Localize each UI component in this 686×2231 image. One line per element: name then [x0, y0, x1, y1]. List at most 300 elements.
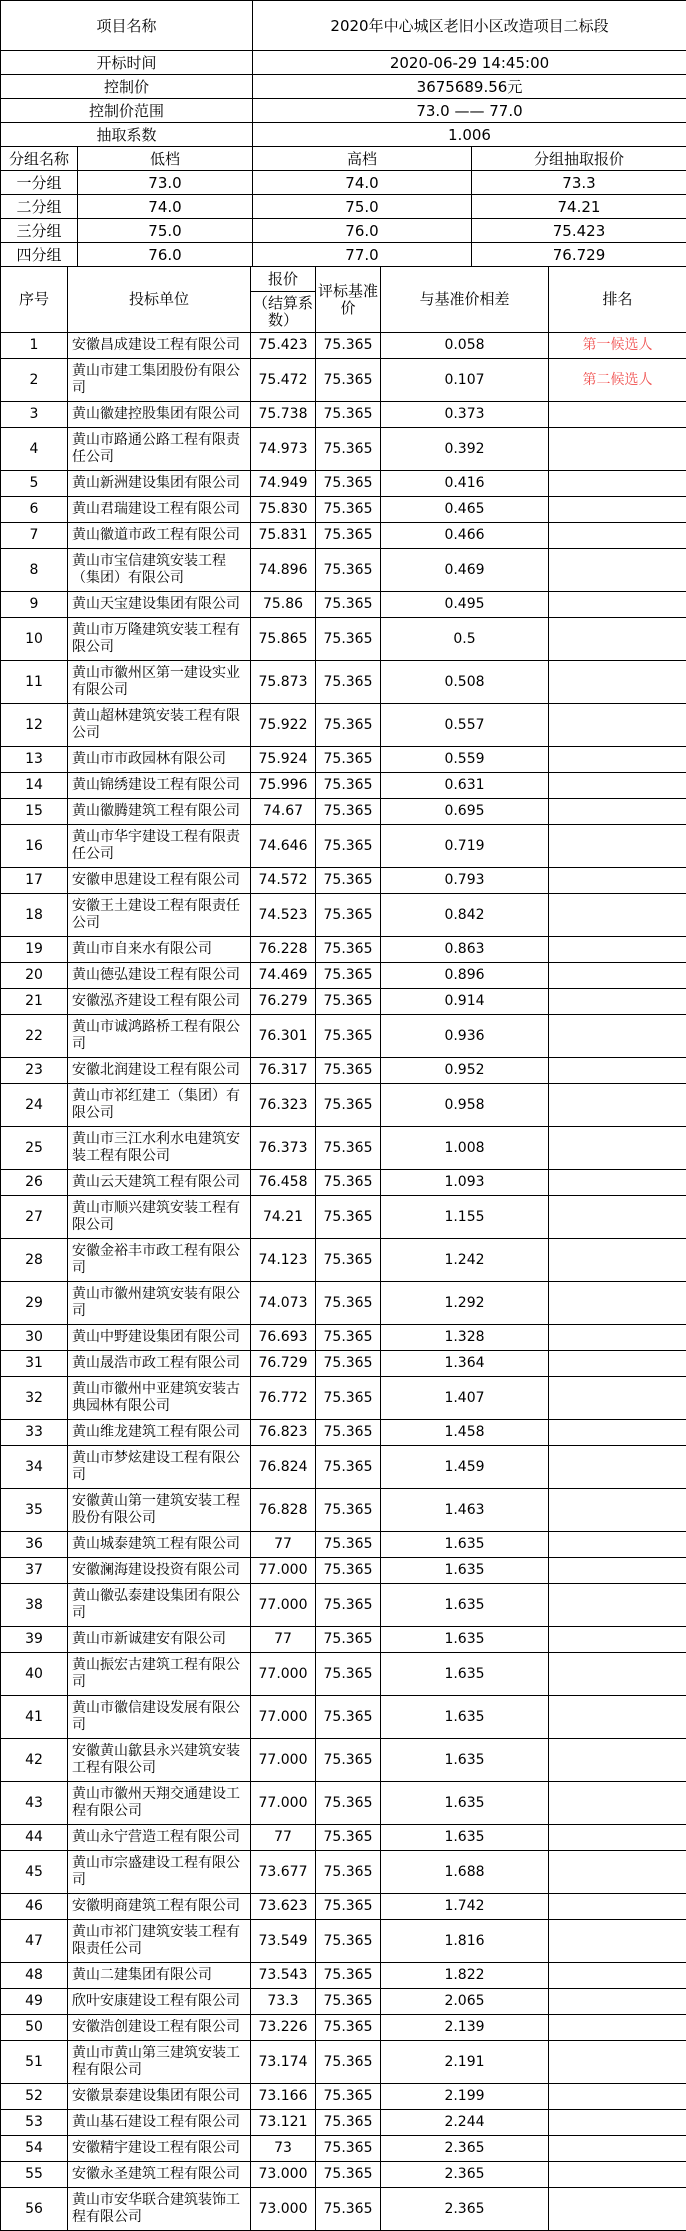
group-high: 75.0 [253, 195, 472, 219]
bidder-bid: 74.646 [251, 825, 316, 868]
bidder-bid: 76.729 [251, 1351, 316, 1377]
bidder-rank [549, 523, 686, 549]
bidder-diff: 1.364 [381, 1351, 549, 1377]
col-bid-header-bottom: （结算系数） [251, 292, 315, 332]
bidder-base: 75.365 [316, 963, 381, 989]
bidder-bid: 73.677 [251, 1851, 316, 1894]
bidder-rank [549, 1532, 686, 1558]
bidder-diff: 0.5 [381, 618, 549, 661]
bidder-diff: 1.635 [381, 1696, 549, 1739]
bidder-row [1, 799, 686, 825]
bidder-no: 14 [1, 773, 68, 799]
bidder-no: 41 [1, 1696, 68, 1739]
bidder-base: 75.365 [316, 1084, 381, 1127]
bidder-rank [549, 2188, 686, 2231]
bidder-bid: 76.373 [251, 1127, 316, 1170]
bidder-company: 黄山市梦炫建设工程有限公司 [68, 1446, 251, 1489]
bidder-company: 黄山二建集团有限公司 [68, 1963, 251, 1989]
bidder-row [1, 747, 686, 773]
bidder-company: 黄山中野建设集团有限公司 [68, 1325, 251, 1351]
bidder-company: 安徽北润建设工程有限公司 [68, 1058, 251, 1084]
bidder-diff: 0.863 [381, 937, 549, 963]
info-row [1, 51, 686, 75]
bidder-no: 20 [1, 963, 68, 989]
group-col-high: 高档 [253, 147, 472, 171]
bidder-company: 安徽泓齐建设工程有限公司 [68, 989, 251, 1015]
bidder-company: 欣叶安康建设工程有限公司 [68, 1989, 251, 2015]
group-low: 73.0 [78, 171, 253, 195]
bidder-no: 45 [1, 1851, 68, 1894]
bidder-no: 42 [1, 1739, 68, 1782]
bidder-company: 安徽永圣建筑工程有限公司 [68, 2162, 251, 2188]
bidder-row [1, 2136, 686, 2162]
bidder-no: 25 [1, 1127, 68, 1170]
bidder-diff: 1.407 [381, 1377, 549, 1420]
bidder-row [1, 1420, 686, 1446]
bidder-diff: 1.635 [381, 1782, 549, 1825]
bidder-row [1, 1653, 686, 1696]
bidder-no: 54 [1, 2136, 68, 2162]
bidder-company: 安徽黄山歙县永兴建筑安装工程有限公司 [68, 1739, 251, 1782]
bidder-bid: 75.922 [251, 704, 316, 747]
bidder-table [0, 266, 686, 2231]
bidder-row [1, 1532, 686, 1558]
bidder-rank [549, 1653, 686, 1696]
bidder-row [1, 2162, 686, 2188]
group-low: 74.0 [78, 195, 253, 219]
bidder-diff: 0.842 [381, 894, 549, 937]
bidder-no: 15 [1, 799, 68, 825]
bidder-row [1, 1446, 686, 1489]
bidder-row [1, 1058, 686, 1084]
group-high: 74.0 [253, 171, 472, 195]
bidder-base: 75.365 [316, 428, 381, 471]
bidder-no: 27 [1, 1196, 68, 1239]
bidder-bid: 77.000 [251, 1696, 316, 1739]
bidder-bid: 75.831 [251, 523, 316, 549]
bidder-company: 黄山市万隆建筑安装工程有限公司 [68, 618, 251, 661]
bidder-rank [549, 2110, 686, 2136]
bidder-diff: 0.793 [381, 868, 549, 894]
bidder-company: 黄山市三江水利水电建筑安装工程有限公司 [68, 1127, 251, 1170]
bidder-diff: 0.559 [381, 747, 549, 773]
bidder-diff: 0.392 [381, 428, 549, 471]
bidder-base: 75.365 [316, 471, 381, 497]
bidder-rank [549, 1446, 686, 1489]
bidder-bid: 77.000 [251, 1739, 316, 1782]
bidder-base: 75.365 [316, 2041, 381, 2084]
bidder-row [1, 1196, 686, 1239]
bidder-no: 16 [1, 825, 68, 868]
bidder-row [1, 1127, 686, 1170]
bidder-header-row [1, 267, 686, 333]
group-col-low: 低档 [78, 147, 253, 171]
bidder-no: 33 [1, 1420, 68, 1446]
bidder-rank [549, 868, 686, 894]
group-row [1, 195, 686, 219]
bidder-no: 46 [1, 1894, 68, 1920]
bidder-company: 安徽明商建筑工程有限公司 [68, 1894, 251, 1920]
bidder-no: 39 [1, 1627, 68, 1653]
bidder-bid: 73.3 [251, 1989, 316, 2015]
group-high: 77.0 [253, 243, 472, 267]
bidder-row [1, 523, 686, 549]
bidder-bid: 76.323 [251, 1084, 316, 1127]
bidder-rank [549, 1963, 686, 1989]
bidder-no: 4 [1, 428, 68, 471]
bidder-rank [549, 989, 686, 1015]
bidder-no: 43 [1, 1782, 68, 1825]
bidder-bid: 76.317 [251, 1058, 316, 1084]
bidder-row [1, 2084, 686, 2110]
bidder-row [1, 825, 686, 868]
bidder-diff: 1.822 [381, 1963, 549, 1989]
bidder-rank [549, 1851, 686, 1894]
bidder-base: 75.365 [316, 1989, 381, 2015]
bidder-row [1, 1015, 686, 1058]
bidder-table-head [1, 267, 686, 333]
bidder-base: 75.365 [316, 1627, 381, 1653]
bidder-base: 75.365 [316, 1058, 381, 1084]
bidder-diff: 2.199 [381, 2084, 549, 2110]
bidder-row [1, 428, 686, 471]
bidder-rank [549, 1489, 686, 1532]
bidder-rank [549, 799, 686, 825]
bidder-no: 48 [1, 1963, 68, 1989]
bidder-row [1, 1489, 686, 1532]
bidder-no: 19 [1, 937, 68, 963]
bidder-diff: 0.631 [381, 773, 549, 799]
bidder-company: 安徽申思建设工程有限公司 [68, 868, 251, 894]
bidder-bid: 74.469 [251, 963, 316, 989]
bidder-no: 18 [1, 894, 68, 937]
bidder-row [1, 1584, 686, 1627]
group-row [1, 219, 686, 243]
bidder-rank [549, 747, 686, 773]
project-info-body [1, 1, 686, 147]
bidder-rank [549, 618, 686, 661]
bidder-bid: 73.166 [251, 2084, 316, 2110]
bidder-row [1, 963, 686, 989]
bidder-diff: 1.292 [381, 1282, 549, 1325]
bidder-base: 75.365 [316, 592, 381, 618]
bidder-diff: 2.191 [381, 2041, 549, 2084]
bidder-diff: 0.914 [381, 989, 549, 1015]
bidder-no: 49 [1, 1989, 68, 2015]
bidder-diff: 2.139 [381, 2015, 549, 2041]
bidder-rank [549, 1015, 686, 1058]
bidder-base: 75.365 [316, 1351, 381, 1377]
bidder-base: 75.365 [316, 747, 381, 773]
bidder-no: 30 [1, 1325, 68, 1351]
bidder-rank [549, 1377, 686, 1420]
bidder-base: 75.365 [316, 799, 381, 825]
bidder-rank [549, 825, 686, 868]
bidder-company: 黄山超林建筑安装工程有限公司 [68, 704, 251, 747]
bidder-diff: 0.373 [381, 402, 549, 428]
info-row [1, 75, 686, 99]
info-value: 3675689.56元 [253, 75, 686, 99]
bidder-rank [549, 1627, 686, 1653]
bidder-base: 75.365 [316, 1782, 381, 1825]
bidder-base: 75.365 [316, 402, 381, 428]
bidder-base: 75.365 [316, 333, 381, 359]
bidder-no: 3 [1, 402, 68, 428]
bidder-rank [549, 2015, 686, 2041]
bidder-bid: 77.000 [251, 1558, 316, 1584]
bidder-row [1, 1963, 686, 1989]
bidder-base: 75.365 [316, 661, 381, 704]
bidder-bid: 74.67 [251, 799, 316, 825]
bidder-rank [549, 402, 686, 428]
bidder-bid: 76.301 [251, 1015, 316, 1058]
info-value: 73.0 —— 77.0 [253, 99, 686, 123]
bidder-base: 75.365 [316, 1282, 381, 1325]
bidder-company: 黄山市路通公路工程有限责任公司 [68, 428, 251, 471]
bidder-rank [549, 1282, 686, 1325]
bidder-rank [549, 1696, 686, 1739]
bidder-bid: 74.523 [251, 894, 316, 937]
bidder-no: 56 [1, 2188, 68, 2231]
bidder-diff: 1.093 [381, 1170, 549, 1196]
bidder-company: 安徽金裕丰市政工程有限公司 [68, 1239, 251, 1282]
bidder-rank [549, 2162, 686, 2188]
bidder-base: 75.365 [316, 2084, 381, 2110]
bidder-diff: 0.557 [381, 704, 549, 747]
bidder-company: 安徽澜海建设投资有限公司 [68, 1558, 251, 1584]
group-pick: 74.21 [472, 195, 686, 219]
bidder-rank [549, 1894, 686, 1920]
bidder-base: 75.365 [316, 937, 381, 963]
bidder-rank: 第一候选人 [549, 333, 686, 359]
bidder-bid: 75.873 [251, 661, 316, 704]
bidder-rank [549, 661, 686, 704]
bidder-diff: 0.465 [381, 497, 549, 523]
bidder-no: 53 [1, 2110, 68, 2136]
bidder-company: 黄山市徽州区第一建设实业有限公司 [68, 661, 251, 704]
bidder-diff: 1.008 [381, 1127, 549, 1170]
bidder-no: 44 [1, 1825, 68, 1851]
bidder-rank [549, 1584, 686, 1627]
bidder-base: 75.365 [316, 2015, 381, 2041]
bidder-company: 黄山市建工集团股份有限公司 [68, 359, 251, 402]
col-rank-header: 排名 [549, 267, 686, 333]
bidder-company: 黄山维龙建筑工程有限公司 [68, 1420, 251, 1446]
bidder-bid: 73.000 [251, 2162, 316, 2188]
bidder-row [1, 1696, 686, 1739]
bidder-base: 75.365 [316, 2162, 381, 2188]
bidder-company: 黄山市宝信建筑安装工程（集团）有限公司 [68, 549, 251, 592]
bidder-bid: 75.996 [251, 773, 316, 799]
bidder-row [1, 704, 686, 747]
bidder-bid: 74.572 [251, 868, 316, 894]
group-pick: 75.423 [472, 219, 686, 243]
bidder-row [1, 1325, 686, 1351]
bidder-diff: 0.495 [381, 592, 549, 618]
bidder-rank [549, 1239, 686, 1282]
bidder-base: 75.365 [316, 1851, 381, 1894]
bidder-company: 黄山德弘建设工程有限公司 [68, 963, 251, 989]
bidder-company: 黄山市徽州建筑安装有限公司 [68, 1282, 251, 1325]
bidder-row [1, 592, 686, 618]
col-company-header: 投标单位 [68, 267, 251, 333]
group-name: 三分组 [1, 219, 78, 243]
bidder-base: 75.365 [316, 1446, 381, 1489]
bidder-bid: 77.000 [251, 1782, 316, 1825]
info-label: 控制价范围 [1, 99, 253, 123]
bidder-rank [549, 1084, 686, 1127]
bidder-table-body [1, 333, 686, 2231]
bidder-diff: 2.365 [381, 2188, 549, 2231]
bidder-rank [549, 894, 686, 937]
project-info-table [0, 0, 686, 147]
bidder-row [1, 1851, 686, 1894]
bidder-bid: 77 [251, 1825, 316, 1851]
col-diff-header: 与基准价相差 [381, 267, 549, 333]
bidder-no: 36 [1, 1532, 68, 1558]
bidder-rank [549, 963, 686, 989]
bidder-row [1, 618, 686, 661]
bidder-row [1, 402, 686, 428]
bidder-row [1, 1782, 686, 1825]
col-bid-header-top: 报价 [251, 268, 315, 292]
bidder-rank [549, 549, 686, 592]
bidder-diff: 0.896 [381, 963, 549, 989]
bidder-base: 75.365 [316, 1325, 381, 1351]
bidder-bid: 77 [251, 1627, 316, 1653]
bidder-rank [549, 471, 686, 497]
bidder-row [1, 868, 686, 894]
bidder-company: 安徽王土建设工程有限责任公司 [68, 894, 251, 937]
bidder-diff: 1.635 [381, 1627, 549, 1653]
bidder-bid: 76.824 [251, 1446, 316, 1489]
bidder-bid: 73.549 [251, 1920, 316, 1963]
bidder-no: 31 [1, 1351, 68, 1377]
bidder-diff: 1.742 [381, 1894, 549, 1920]
bidder-diff: 1.635 [381, 1825, 549, 1851]
bidder-no: 10 [1, 618, 68, 661]
bidder-company: 黄山振宏古建筑工程有限公司 [68, 1653, 251, 1696]
bidder-base: 75.365 [316, 773, 381, 799]
info-label: 控制价 [1, 75, 253, 99]
group-high: 76.0 [253, 219, 472, 243]
bidder-company: 黄山徽建控股集团有限公司 [68, 402, 251, 428]
bidder-diff: 1.463 [381, 1489, 549, 1532]
bidder-company: 黄山市安华联合建筑装饰工程有限公司 [68, 2188, 251, 2231]
bidder-bid: 77 [251, 1532, 316, 1558]
bidder-diff: 1.635 [381, 1739, 549, 1782]
bidder-rank [549, 1196, 686, 1239]
group-row [1, 171, 686, 195]
bidder-company: 黄山云天建筑工程有限公司 [68, 1170, 251, 1196]
bidder-rank [549, 1558, 686, 1584]
bidder-row [1, 1170, 686, 1196]
bidder-row [1, 1920, 686, 1963]
info-label: 抽取系数 [1, 123, 253, 147]
bidder-company: 黄山新洲建设集团有限公司 [68, 471, 251, 497]
bidder-rank [549, 1989, 686, 2015]
bidder-bid: 76.772 [251, 1377, 316, 1420]
bidder-no: 32 [1, 1377, 68, 1420]
bidder-company: 安徽昌成建设工程有限公司 [68, 333, 251, 359]
group-row [1, 243, 686, 267]
bidder-row [1, 1377, 686, 1420]
col-base-header: 评标基准价 [316, 267, 381, 333]
bidder-base: 75.365 [316, 1920, 381, 1963]
bidder-no: 6 [1, 497, 68, 523]
bidder-no: 34 [1, 1446, 68, 1489]
bidder-base: 75.365 [316, 359, 381, 402]
bidder-company: 黄山市自来水有限公司 [68, 937, 251, 963]
bidder-bid: 75.738 [251, 402, 316, 428]
bidder-no: 26 [1, 1170, 68, 1196]
group-pick: 73.3 [472, 171, 686, 195]
bidder-company: 安徽浩创建设工程有限公司 [68, 2015, 251, 2041]
bidder-row [1, 1351, 686, 1377]
bidder-bid: 73.226 [251, 2015, 316, 2041]
bidder-base: 75.365 [316, 618, 381, 661]
bidder-base: 75.365 [316, 1239, 381, 1282]
bidder-bid: 74.896 [251, 549, 316, 592]
bidder-rank [549, 2084, 686, 2110]
bidder-row [1, 2041, 686, 2084]
bidder-no: 55 [1, 2162, 68, 2188]
bidder-base: 75.365 [316, 825, 381, 868]
bidder-base: 75.365 [316, 1584, 381, 1627]
info-value: 2020-06-29 14:45:00 [253, 51, 686, 75]
group-col-name: 分组名称 [1, 147, 78, 171]
bidder-base: 75.365 [316, 989, 381, 1015]
bidder-no: 5 [1, 471, 68, 497]
bidder-diff: 2.244 [381, 2110, 549, 2136]
bidder-rank [549, 1058, 686, 1084]
bidder-company: 黄山徽腾建筑工程有限公司 [68, 799, 251, 825]
bidder-base: 75.365 [316, 1558, 381, 1584]
bidder-diff: 1.155 [381, 1196, 549, 1239]
bidder-rank: 第二候选人 [549, 359, 686, 402]
bidder-row [1, 1239, 686, 1282]
bidder-row [1, 894, 686, 937]
bidder-diff: 1.635 [381, 1653, 549, 1696]
bidder-bid: 75.472 [251, 359, 316, 402]
bidder-bid: 75.830 [251, 497, 316, 523]
bidder-diff: 0.936 [381, 1015, 549, 1058]
bidder-base: 75.365 [316, 2136, 381, 2162]
bidder-rank [549, 2136, 686, 2162]
bidder-bid: 73.543 [251, 1963, 316, 1989]
bidder-bid: 74.073 [251, 1282, 316, 1325]
bidder-diff: 1.459 [381, 1446, 549, 1489]
bidder-row [1, 549, 686, 592]
bidder-diff: 1.328 [381, 1325, 549, 1351]
bidder-no: 50 [1, 2015, 68, 2041]
bidder-company: 黄山锦绣建设工程有限公司 [68, 773, 251, 799]
bidder-bid: 75.423 [251, 333, 316, 359]
bidder-bid: 75.86 [251, 592, 316, 618]
bidder-diff: 1.688 [381, 1851, 549, 1894]
bidder-base: 75.365 [316, 1696, 381, 1739]
bidder-rank [549, 2041, 686, 2084]
group-low: 76.0 [78, 243, 253, 267]
bidder-bid: 76.693 [251, 1325, 316, 1351]
bidder-no: 51 [1, 2041, 68, 2084]
bidder-diff: 0.695 [381, 799, 549, 825]
group-table-body [1, 147, 686, 267]
bidder-company: 黄山市徽州中亚建筑安装古典园林有限公司 [68, 1377, 251, 1420]
bidder-no: 24 [1, 1084, 68, 1127]
bidder-row [1, 989, 686, 1015]
bidder-no: 8 [1, 549, 68, 592]
